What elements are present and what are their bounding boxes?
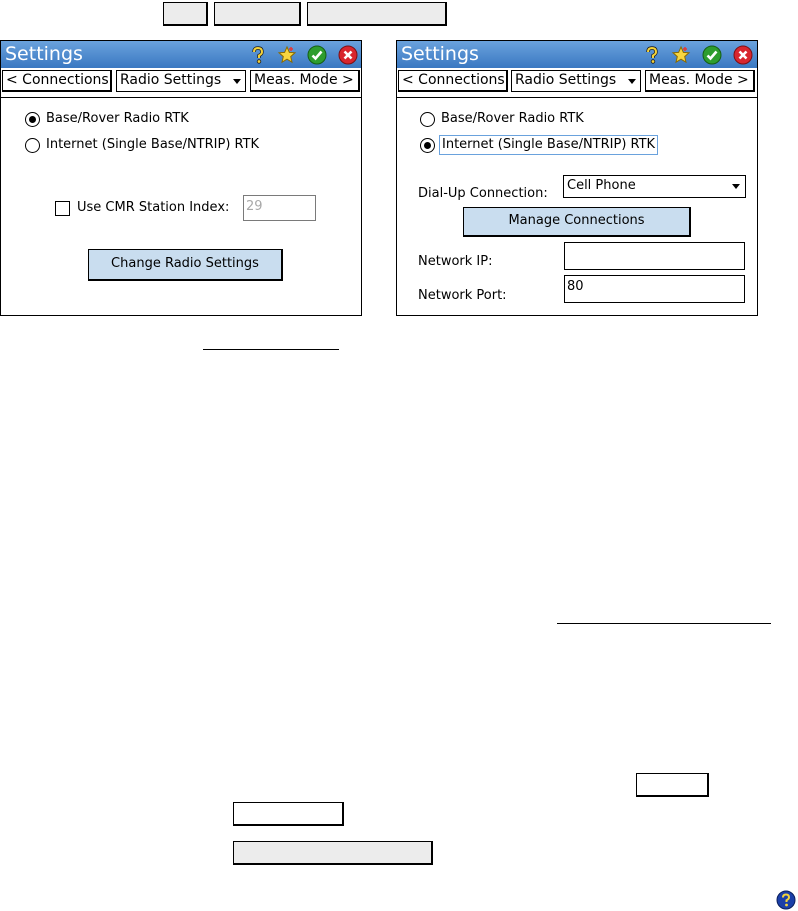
network-port-field[interactable]: 80: [564, 275, 745, 303]
chevron-down-icon: [732, 184, 740, 189]
settings-panel-radio: [0, 40, 362, 316]
top-button-1[interactable]: [163, 2, 208, 26]
divider: [1, 97, 361, 98]
window-title: Settings: [401, 43, 479, 65]
close-icon[interactable]: [733, 45, 753, 65]
link-underline: [203, 349, 339, 350]
dialup-connection-select[interactable]: [563, 175, 746, 198]
cmr-station-label: Use CMR Station Index:: [77, 200, 230, 215]
help-icon[interactable]: [248, 45, 268, 65]
divider: [397, 97, 757, 98]
tab-next-meas-mode[interactable]: Meas. Mode >: [645, 70, 755, 92]
radio-internet[interactable]: [420, 138, 435, 153]
favorite-star-icon[interactable]: [277, 45, 297, 65]
tab-current-label: Radio Settings: [120, 72, 222, 88]
radio-internet[interactable]: [25, 138, 40, 153]
window-title: Settings: [5, 43, 83, 65]
tab-row: [397, 68, 757, 95]
close-icon[interactable]: [338, 45, 358, 65]
link-underline: [557, 623, 771, 624]
network-port-label: Network Port:: [418, 288, 507, 303]
radio-internet-label: Internet (Single Base/NTRIP) RTK: [46, 137, 260, 152]
radio-base-rover[interactable]: [420, 112, 435, 127]
ok-check-icon[interactable]: [702, 45, 722, 65]
chevron-down-icon: [628, 79, 636, 84]
help-icon[interactable]: [776, 890, 796, 910]
network-ip-label: Network IP:: [418, 254, 493, 269]
cmr-station-checkbox[interactable]: [55, 201, 70, 216]
tab-current-label: Radio Settings: [515, 72, 617, 88]
top-button-2[interactable]: [214, 2, 301, 26]
help-icon[interactable]: [642, 45, 662, 65]
network-ip-field[interactable]: [564, 242, 745, 270]
lower-button-1[interactable]: [636, 773, 709, 797]
favorite-star-icon[interactable]: [671, 45, 691, 65]
tab-row: [1, 68, 361, 95]
radio-base-rover-label: Base/Rover Radio RTK: [441, 111, 584, 126]
lower-button-2[interactable]: [233, 802, 344, 826]
chevron-down-icon: [233, 79, 241, 84]
tab-prev-connections[interactable]: < Connections: [398, 70, 508, 92]
radio-internet-label: Internet (Single Base/NTRIP) RTK: [439, 135, 658, 155]
manage-connections-button[interactable]: Manage Connections: [463, 207, 691, 237]
radio-base-rover[interactable]: [25, 112, 40, 127]
ok-check-icon[interactable]: [307, 45, 327, 65]
title-bar: [397, 41, 757, 68]
dialup-connection-value: Cell Phone: [567, 178, 636, 193]
tab-next-meas-mode[interactable]: Meas. Mode >: [250, 70, 360, 92]
dialup-connection-label: Dial-Up Connection:: [418, 186, 548, 201]
tab-prev-connections[interactable]: < Connections: [2, 70, 112, 92]
settings-panel-internet: [396, 40, 758, 316]
tab-radio-settings-dropdown[interactable]: [511, 70, 641, 92]
change-radio-settings-button[interactable]: Change Radio Settings: [88, 249, 283, 281]
cmr-station-index-field[interactable]: 29: [243, 195, 316, 221]
top-button-3[interactable]: [307, 2, 447, 26]
radio-base-rover-label: Base/Rover Radio RTK: [46, 111, 189, 126]
title-bar: [1, 41, 361, 68]
lower-button-3[interactable]: [233, 841, 433, 865]
tab-radio-settings-dropdown[interactable]: [116, 70, 246, 92]
